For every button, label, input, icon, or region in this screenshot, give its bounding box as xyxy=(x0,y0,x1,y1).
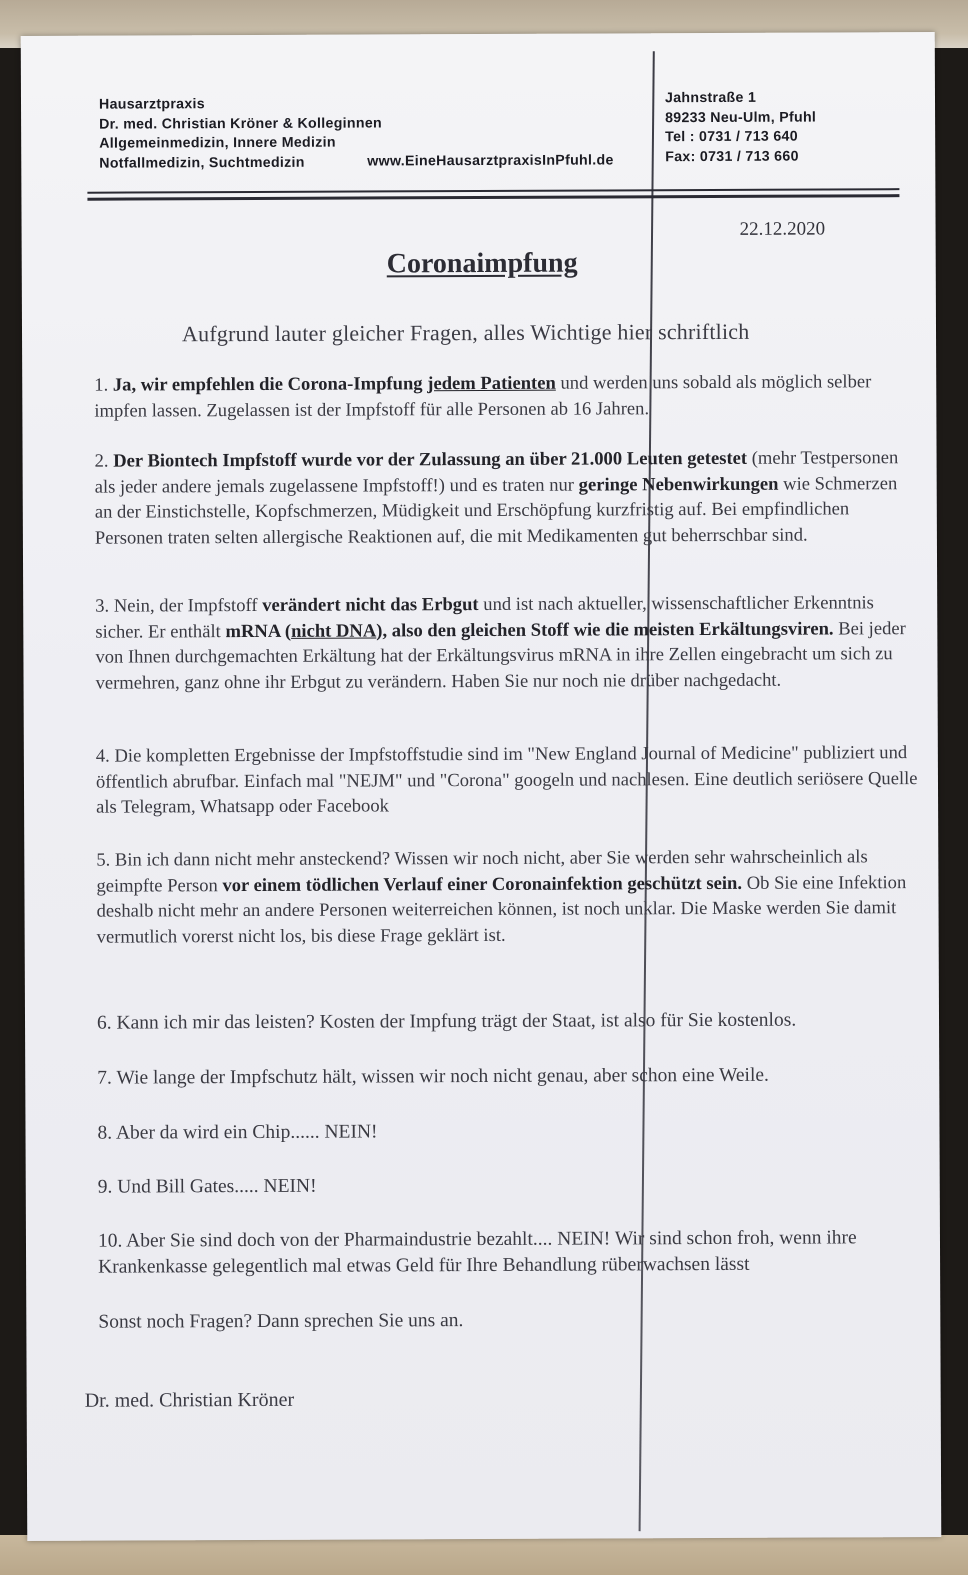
faq-item-1 xyxy=(94,369,916,424)
closing-line: Sonst noch Fragen? Dann sprechen Sie uns an. xyxy=(98,1310,464,1333)
phone-number: Tel : 0731 / 713 640 xyxy=(665,128,798,146)
item-bold-text: vor einem tödlichen Verlauf einer Coronainfektion geschützt sein. xyxy=(222,872,743,896)
item-bold-text-2: mRNA ( xyxy=(225,620,292,642)
item-bold-text: verändert nicht das Erbgut xyxy=(262,594,479,616)
item-number: 2. xyxy=(94,450,114,472)
faq-item-4: 4. Die kompletten Ergebnisse der Impfstoffstudie sind im "New England Journal of Medicine" publiziert und öffentlich abrufbar. Einfach mal "NEJM" und "Corona" googeln und nachlesen. Eine deutlich seriösere Quelle als Telegram, Whatsapp oder Facebook xyxy=(95,742,918,818)
faq-item-5 xyxy=(96,844,918,950)
item-bold-text: Ja, wir empfehlen die Corona-Impfung xyxy=(112,373,428,396)
header-divider-thin xyxy=(87,188,899,194)
item-number: 5. xyxy=(96,849,115,871)
item-bold-text: Der Biontech Impfstoff wurde vor der Zulassung an über 21.000 Leuten getestet xyxy=(113,447,748,472)
specialty-line-1: Allgemeinmedizin, Innere Medizin xyxy=(99,134,336,152)
intro-line: Aufgrund lauter gleicher Fragen, alles Wichtige hier schriftlich xyxy=(181,318,750,347)
letterhead xyxy=(98,89,909,172)
faq-item-2 xyxy=(95,445,917,551)
item-text: (mehr Testpersonen als jeder andere jemals zugelassene Impfstoff!) und es traten nur xyxy=(94,447,899,498)
letter-page xyxy=(21,32,942,1541)
item-text: und werden uns sobald als möglich selber impfen lassen. Zugelassen ist der Impfstoff für alle Personen ab 16 Jahren. xyxy=(94,371,872,422)
item-text-3: Bei jeder von Ihnen durchgemachten Erkältung hat der Erkältungsvirus mRNA in ihre Zellen eingebracht um sich zu vermehren, ganz ohne ihr Erbgut zu verändern. Haben Sie nur noch nie drüber nachgedacht. xyxy=(95,617,906,694)
item-number: 3. xyxy=(95,595,114,617)
faq-item-7: 7. Wie lange der Impfschutz hält, wissen wir noch nicht genau, aber schon eine Weile. xyxy=(97,1064,769,1089)
letter-date: 22.12.2020 xyxy=(739,218,826,240)
faq-item-8: 8. Aber da wird ein Chip...... NEIN! xyxy=(97,1121,378,1144)
item-bold-underlined: jedem Patienten xyxy=(427,372,556,395)
item-number: 1. xyxy=(94,374,113,396)
faq-item-9: 9. Und Bill Gates..... NEIN! xyxy=(97,1175,317,1198)
item-bold-text-3: ), also den gleichen Stoff wie die meisten Erkältungsviren. xyxy=(376,617,834,641)
signature: Dr. med. Christian Kröner xyxy=(84,1388,295,1412)
item-text-2: wie Schmerzen an der Einstichstelle, Kopfschmerzen, Müdigkeit und Erschöpfung kurzfristig auf. Bei empfindlichen Personen traten selten allergische Reaktionen auf, die mit Medikamenten gut beherrschbar sind. xyxy=(94,472,898,549)
item-text-2: und ist nach aktueller, wissenschaftlicher Erkenntnis sicher. Er enthält xyxy=(95,592,874,643)
practice-name: Hausarztpraxis xyxy=(98,96,205,113)
page-title: Coronaimpfung xyxy=(386,247,578,280)
item-text: Nein, der Impfstoff xyxy=(113,594,263,617)
faq-item-10: 10. Aber Sie sind doch von der Pharmaindustrie bezahlt.... NEIN! Wir sind schon froh, wenn ihre Krankenkasse gelegentlich mal etwas Geld für Ihre Behandlung rüberwachsen lässt xyxy=(97,1227,857,1278)
address-street: Jahnstraße 1 xyxy=(664,89,757,107)
item-text: Bin ich dann nicht mehr ansteckend? Wissen wir noch nicht, aber Sie werden sehr wahrscheinlich als geimpfte Person xyxy=(96,846,868,897)
practice-website: www.EineHausarztpraxisInPfuhl.de xyxy=(367,152,614,170)
item-bold-text-2: geringe Nebenwirkungen xyxy=(578,473,779,496)
item-text-2: Ob Sie eine Infektion deshalb nicht mehr an andere Personen weiterreichen können, ist noch unklar. Die Maske werden Sie damit vermutlich vorerst nicht los, bis diese Frage geklärt ist. xyxy=(96,871,907,948)
faq-item-6: 6. Kann ich mir das leisten? Kosten der Impfung trägt der Staat, ist also für Sie kostenlos. xyxy=(96,1009,797,1034)
doctor-name: Dr. med. Christian Kröner & Kolleginnen xyxy=(99,114,383,133)
fax-number: Fax: 0731 / 713 660 xyxy=(665,148,799,165)
specialty-line-2: Notfallmedizin, Suchtmedizin xyxy=(99,154,305,172)
faq-item-3 xyxy=(95,590,917,696)
item-bold-underlined: nicht DNA xyxy=(290,619,377,642)
address-city: 89233 Neu-Ulm, Pfuhl xyxy=(665,109,817,126)
background-bottom xyxy=(0,1535,968,1575)
practice-address xyxy=(665,88,905,167)
header-divider-thick xyxy=(87,194,899,201)
